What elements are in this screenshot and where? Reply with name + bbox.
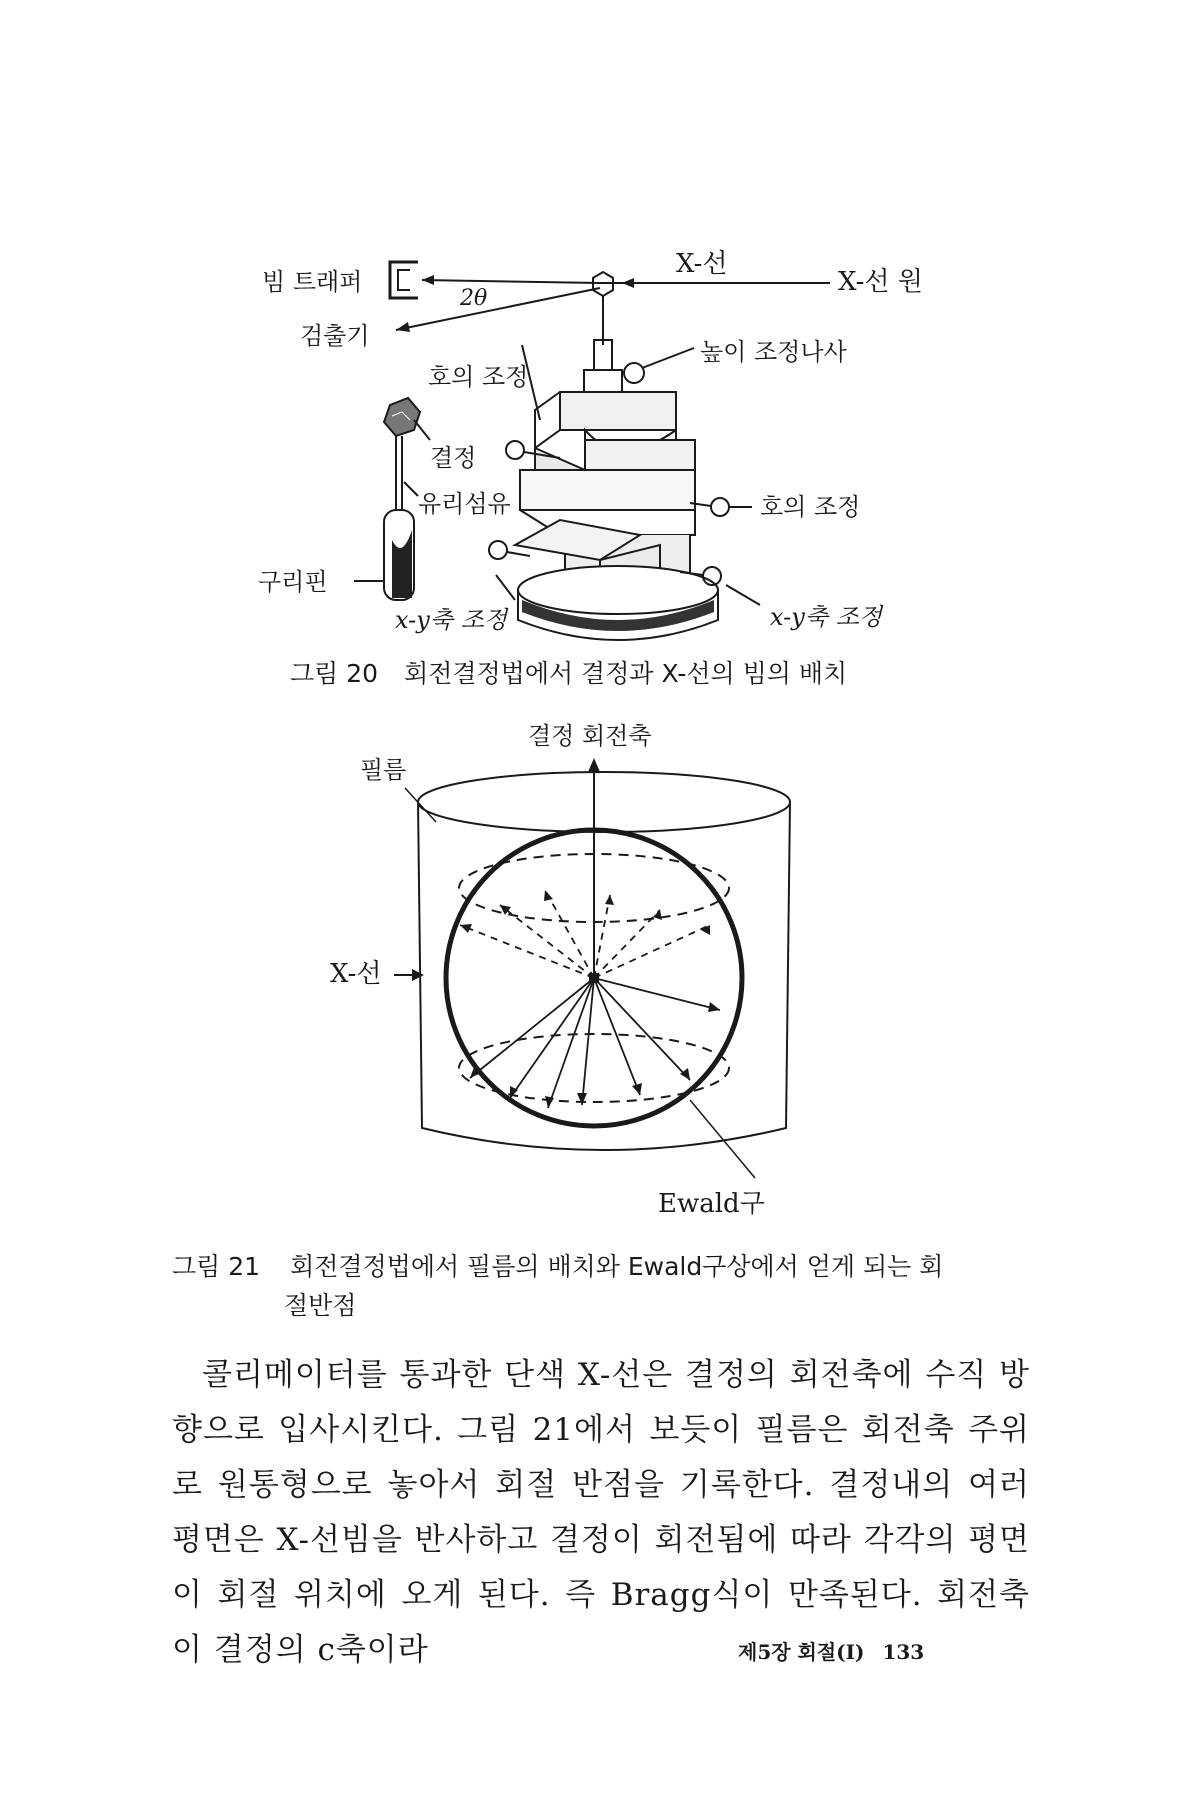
label-xy-adjust-right: x-y축 조정 bbox=[770, 603, 882, 631]
figure-21-caption-text: 회전결정법에서 필름의 배치와 Ewald구상에서 얻게 되는 회 bbox=[290, 1252, 944, 1281]
figure-20-caption-text: 회전결정법에서 결정과 X-선의 빔의 배치 bbox=[404, 659, 848, 688]
label-height-screw: 높이 조정나사 bbox=[700, 338, 847, 366]
label-copper-pin: 구리핀 bbox=[258, 568, 328, 596]
label-arc-adjust-right: 호의 조정 bbox=[760, 493, 861, 521]
figure-20-number: 그림 20 bbox=[290, 659, 379, 688]
label-arc-adjust-top: 호의 조정 bbox=[428, 363, 529, 391]
label-ewald-sphere: Ewald구 bbox=[658, 1189, 765, 1219]
body-paragraph: 콜리메이터를 통과한 단색 X-선은 결정의 회전축에 수직 방향으로 입사시킨다. 그림 21에서 보듯이 필름은 회전축 주위로 원통형으로 놓아서 회절 반점을 기록한다. 결정내의 여러 평면은 X-선빔을 반사하고 결정이 회전됨에 따라 각각의 평면이 회절 위치에 오게 된다. 즉 Bragg식이 만족된다. 회전축이 결정의 c축이라 bbox=[172, 1357, 1030, 1668]
label-glass-fiber: 유리섬유 bbox=[418, 490, 511, 518]
figure-21-number: 그림 21 bbox=[172, 1252, 261, 1281]
label-rotation-axis: 결정 회전축 bbox=[528, 722, 652, 750]
label-beam-trap: 빔 트래퍼 bbox=[262, 268, 363, 296]
chapter-label: 제5장 회절(I) bbox=[738, 1640, 865, 1664]
label-xray-incident: X-선 bbox=[330, 959, 382, 989]
label-two-theta: 2θ bbox=[460, 286, 488, 311]
label-detector: 검출기 bbox=[300, 322, 370, 350]
figure-20-diagram bbox=[0, 0, 1200, 650]
page-number: 133 bbox=[882, 1640, 925, 1664]
figure-21-caption-continuation: 절반점 bbox=[284, 1290, 357, 1320]
label-xy-adjust-left: x-y축 조정 bbox=[395, 606, 507, 634]
figure-21-caption bbox=[172, 1248, 1032, 1326]
label-xray: X-선 bbox=[676, 249, 728, 279]
figure-20-caption bbox=[290, 655, 847, 694]
page-footer bbox=[738, 1636, 942, 1665]
figure-21-diagram bbox=[0, 710, 1200, 1230]
label-film: 필름 bbox=[360, 756, 407, 784]
label-crystal: 결정 bbox=[430, 444, 477, 472]
label-xray-source: X-선 원 bbox=[838, 267, 923, 297]
